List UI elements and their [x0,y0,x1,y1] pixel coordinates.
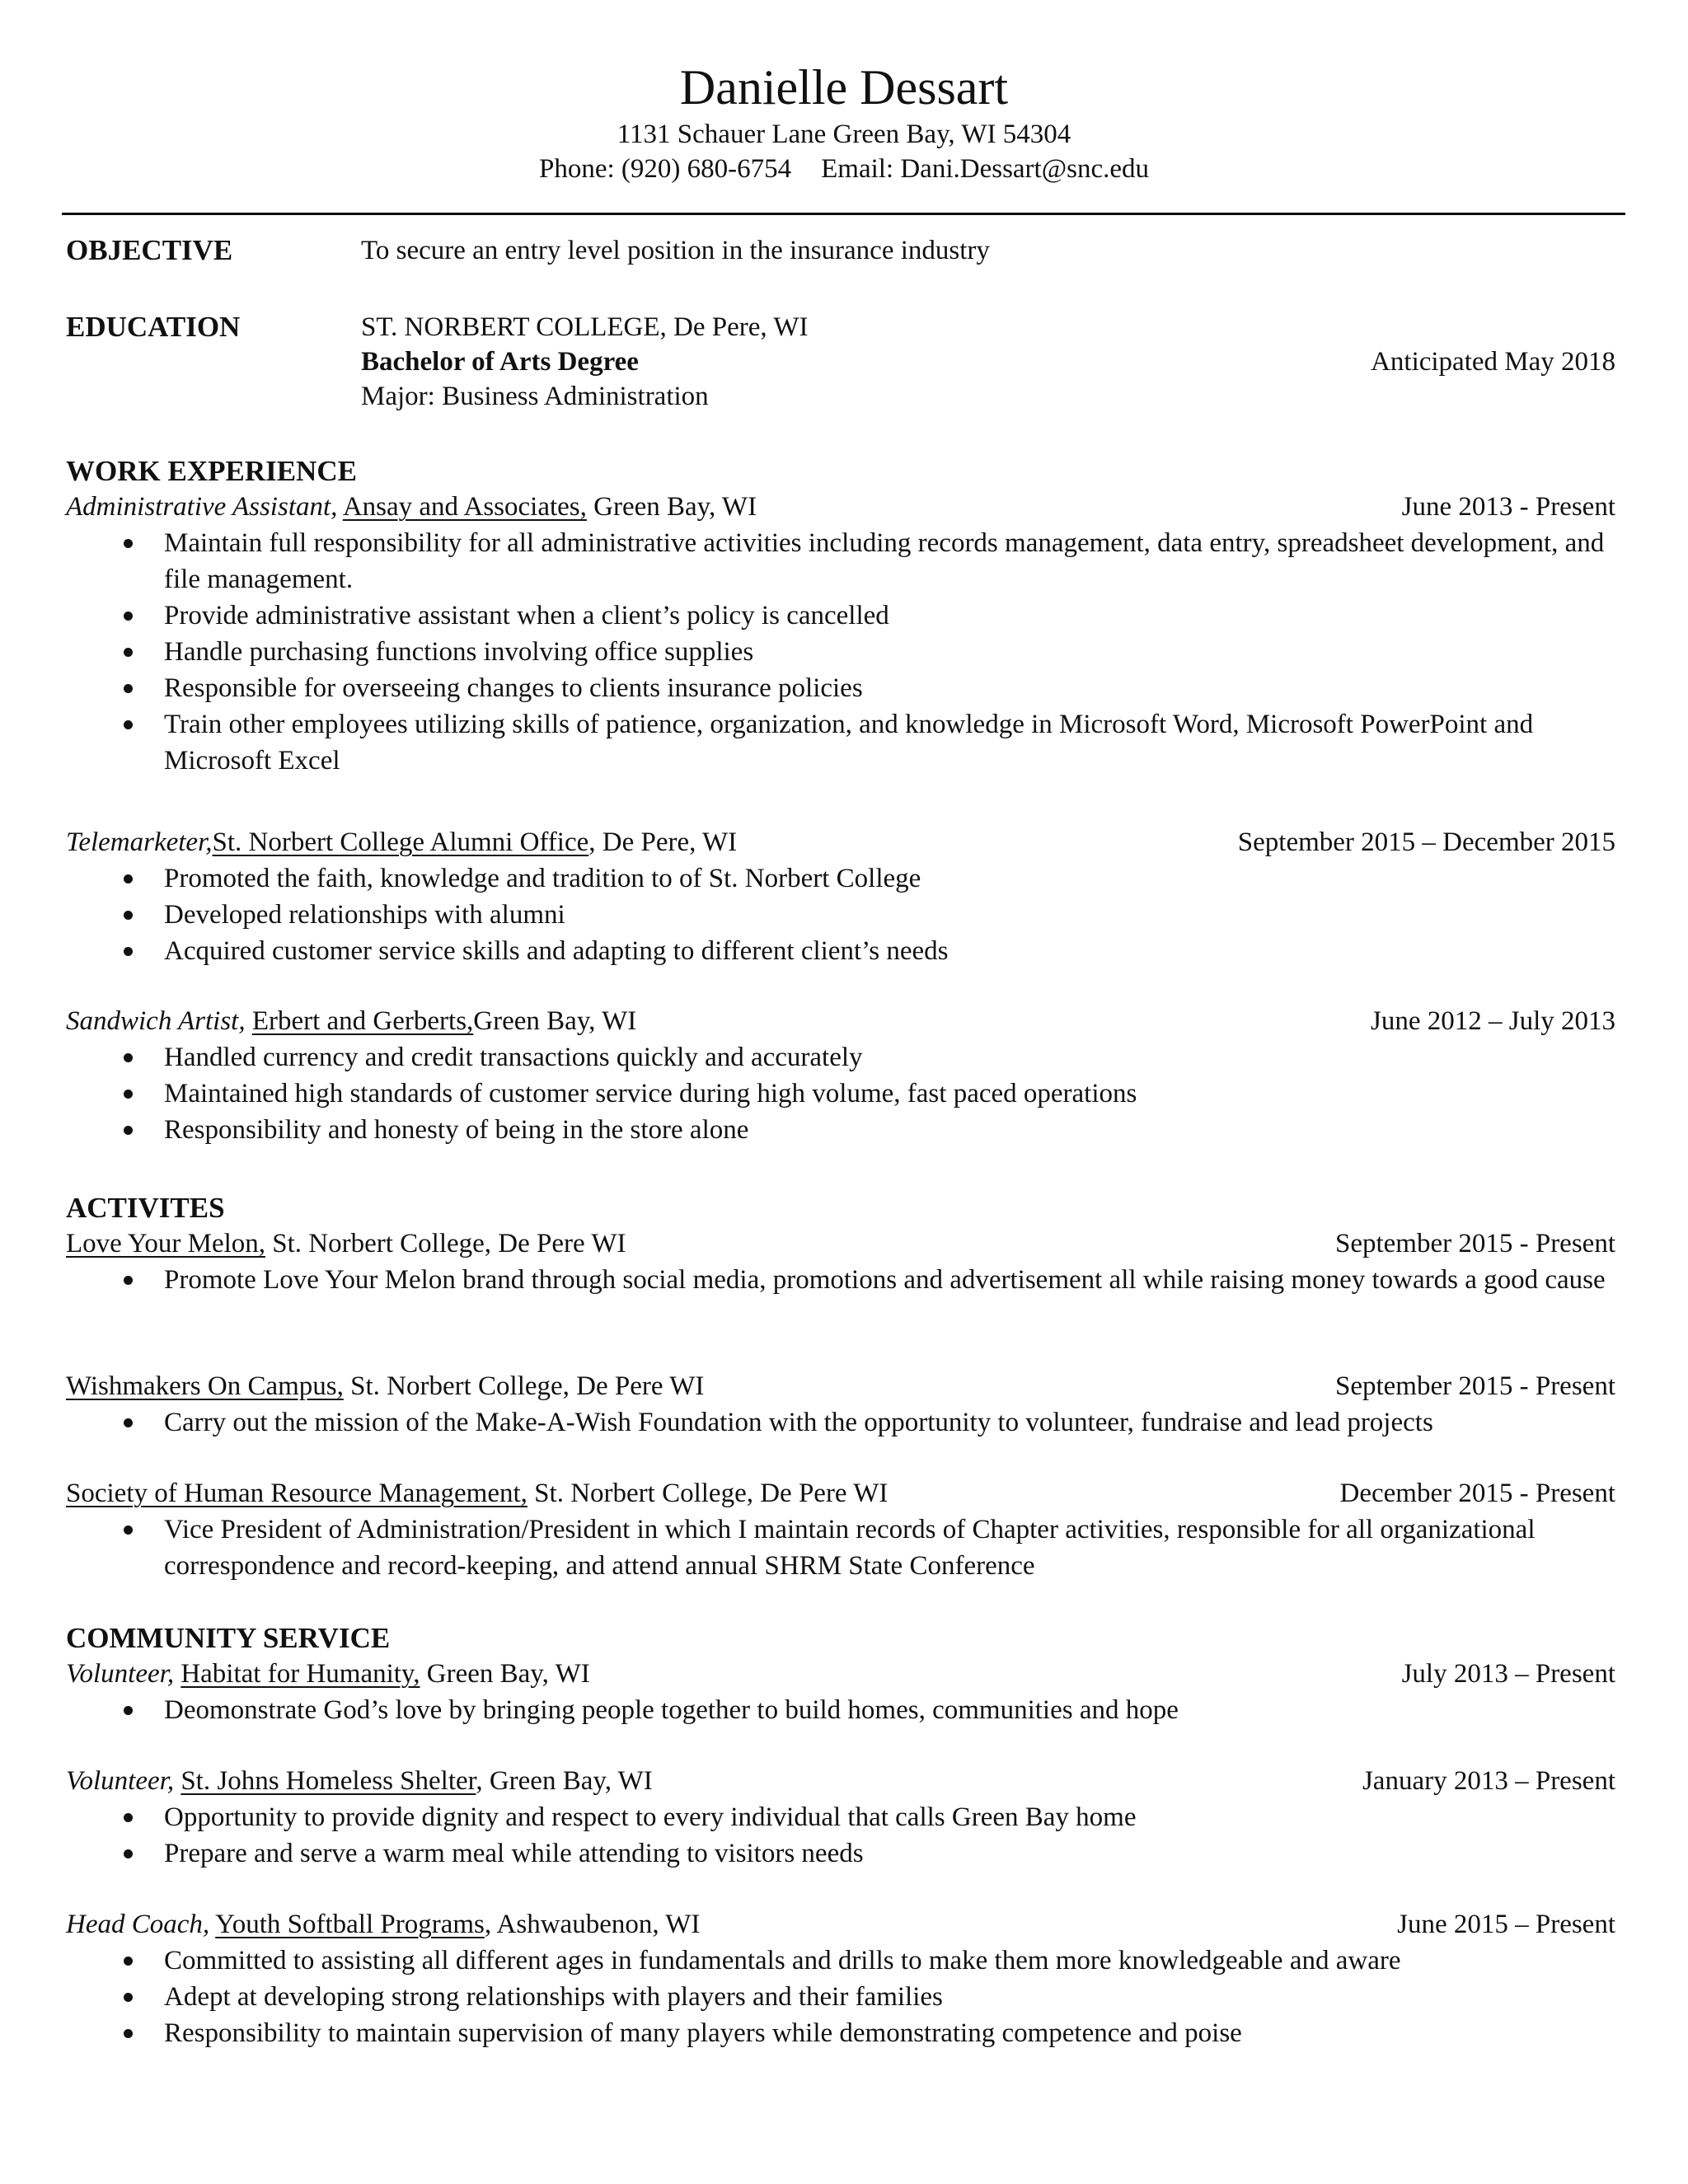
list-item: Responsibility and honesty of being in the store alone [66,1112,1615,1148]
date-range: September 2015 - Present [1334,1229,1615,1258]
entry-headline [66,824,1615,860]
work-entry [66,824,1615,969]
objective-text: To secure an entry level position in the insurance industry [361,236,990,265]
date-range: June 2012 – July 2013 [1371,1006,1615,1036]
service-entry [66,1656,1615,1728]
entry-headline [66,1368,1615,1404]
date-range: June 2013 - Present [1401,492,1615,522]
major: Major: Business Administration [361,382,709,411]
school: ST. NORBERT COLLEGE, De Pere, WI [361,312,809,342]
organization: Love Your Melon, [66,1229,266,1258]
list-item: Acquired customer service skills and adapting to different client’s needs [66,933,1615,969]
activities-title: ACTIVITES [66,1192,225,1224]
list-item: Adept at developing strong relationships with players and their families [66,1979,1615,2015]
graduation-date: Anticipated May 2018 [1371,347,1615,377]
bullet-list [66,1039,1615,1148]
role: Volunteer, [66,1659,175,1689]
list-item: Prepare and serve a warm meal while attending to visitors needs [66,1835,1615,1872]
date-range: September 2015 - Present [1334,1371,1615,1401]
employer: Erbert and Gerberts, [251,1006,474,1036]
list-item: Maintain full responsibility for all administrative activities including records management, data entry, spreadsheet development, and file management. [66,525,1615,598]
employer: St. Norbert College Alumni Office [212,827,589,857]
list-item: Responsible for overseeing changes to clients insurance policies [66,670,1615,706]
service-entry [66,1763,1615,1872]
date-range: June 2015 – Present [1397,1910,1615,1939]
activity-entry [66,1368,1615,1441]
list-item: Committed to assisting all different ages in fundamentals and drills to make them more knowledgeable and aware [66,1943,1615,1979]
role: Volunteer, [66,1766,175,1796]
degree: Bachelor of Arts Degree [361,347,639,377]
education-label: EDUCATION [66,311,241,343]
location: , Green Bay, WI [476,1766,653,1796]
community-service-title: COMMUNITY SERVICE [66,1622,391,1654]
list-item: Maintained high standards of customer service during high volume, fast paced operations [66,1076,1615,1112]
entry-headline [66,1906,1615,1943]
work-entry [66,1003,1615,1148]
date-range: December 2015 - Present [1339,1479,1615,1508]
bullet-list [66,1943,1615,2051]
bullet-list [66,1404,1615,1441]
degree-row [361,344,1615,379]
activity-entry [66,1475,1615,1584]
location: , De Pere, WI [588,827,738,857]
list-item: Vice President of Administration/President in which I maintain records of Chapter activities, responsible for all organizational correspondence and record-keeping, and attend annual SHRM State Conference [66,1511,1615,1584]
work-experience-title: WORK EXPERIENCE [66,455,357,487]
list-item: Responsibility to maintain supervision of many players while demonstrating competence and poise [66,2015,1615,2051]
list-item: Handle purchasing functions involving office supplies [66,634,1615,670]
objective-section [66,233,1615,269]
role: Head Coach, [66,1910,210,1939]
email: Email: Dani.Dessart@snc.edu [821,154,1149,184]
employer: Ansay and Associates, [342,492,587,522]
entry-headline [66,489,1615,525]
date-range: January 2013 – Present [1362,1766,1615,1796]
list-item: Opportunity to provide dignity and respect to every individual that calls Green Bay home [66,1799,1615,1835]
list-item: Deomonstrate God’s love by bringing people together to build homes, communities and hope [66,1692,1615,1728]
bullet-list [66,860,1615,969]
entry-headline [66,1475,1615,1511]
list-item: Developed relationships with alumni [66,897,1615,933]
bullet-list [66,1262,1615,1298]
entry-headline [66,1226,1615,1262]
organization: Society of Human Resource Management, [66,1479,528,1508]
date-range: July 2013 – Present [1401,1659,1615,1689]
service-entry [66,1906,1615,2051]
objective-label: OBJECTIVE [66,234,233,266]
phone: Phone: (920) 680-6754 [538,154,792,184]
contact-line [0,152,1688,186]
organization: Habitat for Humanity, [181,1659,420,1689]
entry-headline [66,1656,1615,1692]
address: 1131 Schauer Lane Green Bay, WI 54304 [617,120,1071,149]
bullet-list [66,525,1615,779]
list-item: Handled currency and credit transactions quickly and accurately [66,1039,1615,1076]
header-divider [62,213,1625,215]
location: St. Norbert College, De Pere WI [534,1479,889,1508]
work-entry [66,489,1615,779]
candidate-name: Danielle Dessart [679,60,1009,115]
location: Green Bay, WI [426,1659,590,1689]
location: Green Bay, WI [593,492,757,522]
list-item: Promote Love Your Melon brand through social media, promotions and advertisement all while raising money towards a good cause [66,1262,1615,1298]
resume-header [0,58,1688,186]
location: Green Bay, WI [473,1006,637,1036]
organization: Youth Softball Programs [215,1910,485,1939]
list-item: Provide administrative assistant when a client’s policy is cancelled [66,598,1615,634]
location: St. Norbert College, De Pere WI [350,1371,705,1401]
organization: Wishmakers On Campus, [66,1371,344,1401]
bullet-list [66,1799,1615,1872]
job-title: Telemarketer, [66,827,213,857]
list-item: Promoted the faith, knowledge and tradition to of St. Norbert College [66,860,1615,897]
date-range: September 2015 – December 2015 [1237,827,1615,857]
bullet-list [66,1692,1615,1728]
job-title: Sandwich Artist, [66,1006,246,1036]
education-body [361,310,1615,414]
education-section [66,310,1615,417]
job-title: Administrative Assistant, [66,492,338,522]
entry-headline [66,1003,1615,1039]
list-item: Train other employees utilizing skills of patience, organization, and knowledge in Microsoft Word, Microsoft PowerPoint and Microsoft Excel [66,706,1615,779]
location: St. Norbert College, De Pere WI [272,1229,626,1258]
bullet-list [66,1511,1615,1584]
list-item: Carry out the mission of the Make-A-Wish Foundation with the opportunity to volunteer, fundraise and lead projects [66,1404,1615,1441]
activity-entry [66,1226,1615,1298]
entry-headline [66,1763,1615,1799]
organization: St. Johns Homeless Shelter [181,1766,476,1796]
location: , Ashwaubenon, WI [484,1910,701,1939]
